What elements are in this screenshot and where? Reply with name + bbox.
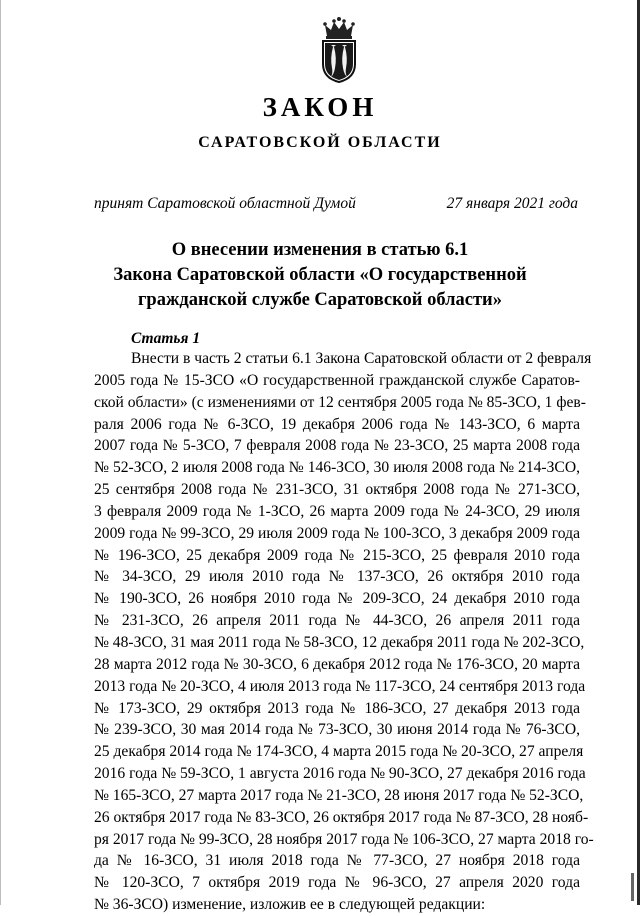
body-line: № 165-ЗСО, 27 марта 2017 года № 21-ЗСО, 28 июня 2017 года № 52-ЗСО, <box>94 786 584 804</box>
body-line: № 48-ЗСО, 31 мая 2011 года № 58-ЗСО, 12 декабря 2011 года № 202-ЗСО, <box>94 633 585 651</box>
body-line: 3 февраля 2009 года № 1-ЗСО, 26 марта 2009 года № 24-ЗСО, 29 июля <box>94 502 580 520</box>
body-line: 2007 года № 5-ЗСО, 7 февраля 2008 года № 23-ЗСО, 25 марта 2008 года <box>94 437 580 455</box>
body-line: № 34-ЗСО, 29 июля 2010 года № 137-ЗСО, 26 октября 2010 года <box>94 568 580 586</box>
body-line: Внести в часть 2 статьи 6.1 Закона Саратовской области от 2 февраля <box>131 350 592 367</box>
body-line: ря 2017 года № 99-ЗСО, 28 ноября 2017 года № 106-ЗСО, 27 марта 2018 го- <box>94 830 594 848</box>
body-line: № 239-ЗСО, 30 мая 2014 года № 73-ЗСО, 30 июня 2014 года № 76-ЗСО, <box>94 721 580 739</box>
body-line: № 52-ЗСО, 2 июля 2008 года № 146-ЗСО, 30 июля 2008 года № 214-ЗСО, <box>94 459 580 477</box>
body-line: 25 сентября 2008 года № 231-ЗСО, 31 октября 2008 года № 271-ЗСО, <box>94 481 580 499</box>
body-line: 2005 года № 15-ЗСО «О государственной гражданской службе Саратов- <box>94 371 580 389</box>
body-line: 2013 года № 20-ЗСО, 4 июля 2013 года № 117-ЗСО, 24 сентября 2013 года <box>94 677 586 695</box>
body-line: № 36-ЗСО) изменение, изложив ее в следующей редакции: <box>94 896 486 914</box>
body-line: № 231-ЗСО, 26 апреля 2011 года № 44-ЗСО, 26 апреля 2011 года <box>94 612 580 630</box>
body-line: № 190-ЗСО, 26 ноября 2010 года № 209-ЗСО, 24 декабря 2010 года <box>94 590 580 608</box>
body-line: да № 16-ЗСО, 31 июля 2018 года № 77-ЗСО, 27 ноября 2018 года <box>94 852 580 870</box>
saratov-coat-of-arms-icon <box>318 16 360 84</box>
body-line: ской области» (с изменениями от 12 сентября 2005 года № 85-ЗСО, 1 фев- <box>94 393 586 411</box>
body-line: 2009 года № 99-ЗСО, 29 июля 2009 года № 100-ЗСО, 3 декабря 2009 года <box>94 524 580 542</box>
title-line: гражданской службе Саратовской области» <box>138 290 502 310</box>
body-line: № 120-ЗСО, 7 октября 2019 года № 96-ЗСО, 27 апреля 2020 года <box>94 874 580 892</box>
law-region: САРАТОВСКОЙ ОБЛАСТИ <box>198 134 442 151</box>
title-line: О внесении изменения в статью 6.1 <box>171 240 469 260</box>
body-line: 25 декабря 2014 года № 174-ЗСО, 4 марта 2015 года № 20-ЗСО, 27 апреля <box>94 743 584 761</box>
adopted-by: принят Саратовской областной Думой <box>94 195 356 212</box>
amendment-title <box>0 238 640 313</box>
body-line: 26 октября 2017 года № 83-ЗСО, 26 октября 2017 года № 87-ЗСО, 28 нояб- <box>94 808 589 826</box>
adoption-date: 27 января 2021 года <box>446 195 578 212</box>
body-line: № 196-ЗСО, 25 декабря 2009 года № 215-ЗСО, 25 февраля 2010 года <box>94 546 580 564</box>
scan-artifact <box>631 873 634 901</box>
body-line: раля 2006 года № 6-ЗСО, 19 декабря 2006 года № 143-ЗСО, 6 марта <box>94 415 580 433</box>
law-title: ЗАКОН <box>262 92 378 122</box>
body-line: 2016 года № 59-ЗСО, 1 августа 2016 года № 90-ЗСО, 27 декабря 2016 года <box>94 765 586 783</box>
body-line: № 173-ЗСО, 29 октября 2013 года № 186-ЗСО, 27 декабря 2013 года <box>94 699 580 717</box>
title-line: Закона Саратовской области «О государственной <box>113 265 527 285</box>
article-body <box>94 348 594 916</box>
article-heading: Статья 1 <box>131 330 201 347</box>
body-line: 28 марта 2012 года № 30-ЗСО, 6 декабря 2012 года № 176-ЗСО, 20 марта <box>94 655 580 673</box>
